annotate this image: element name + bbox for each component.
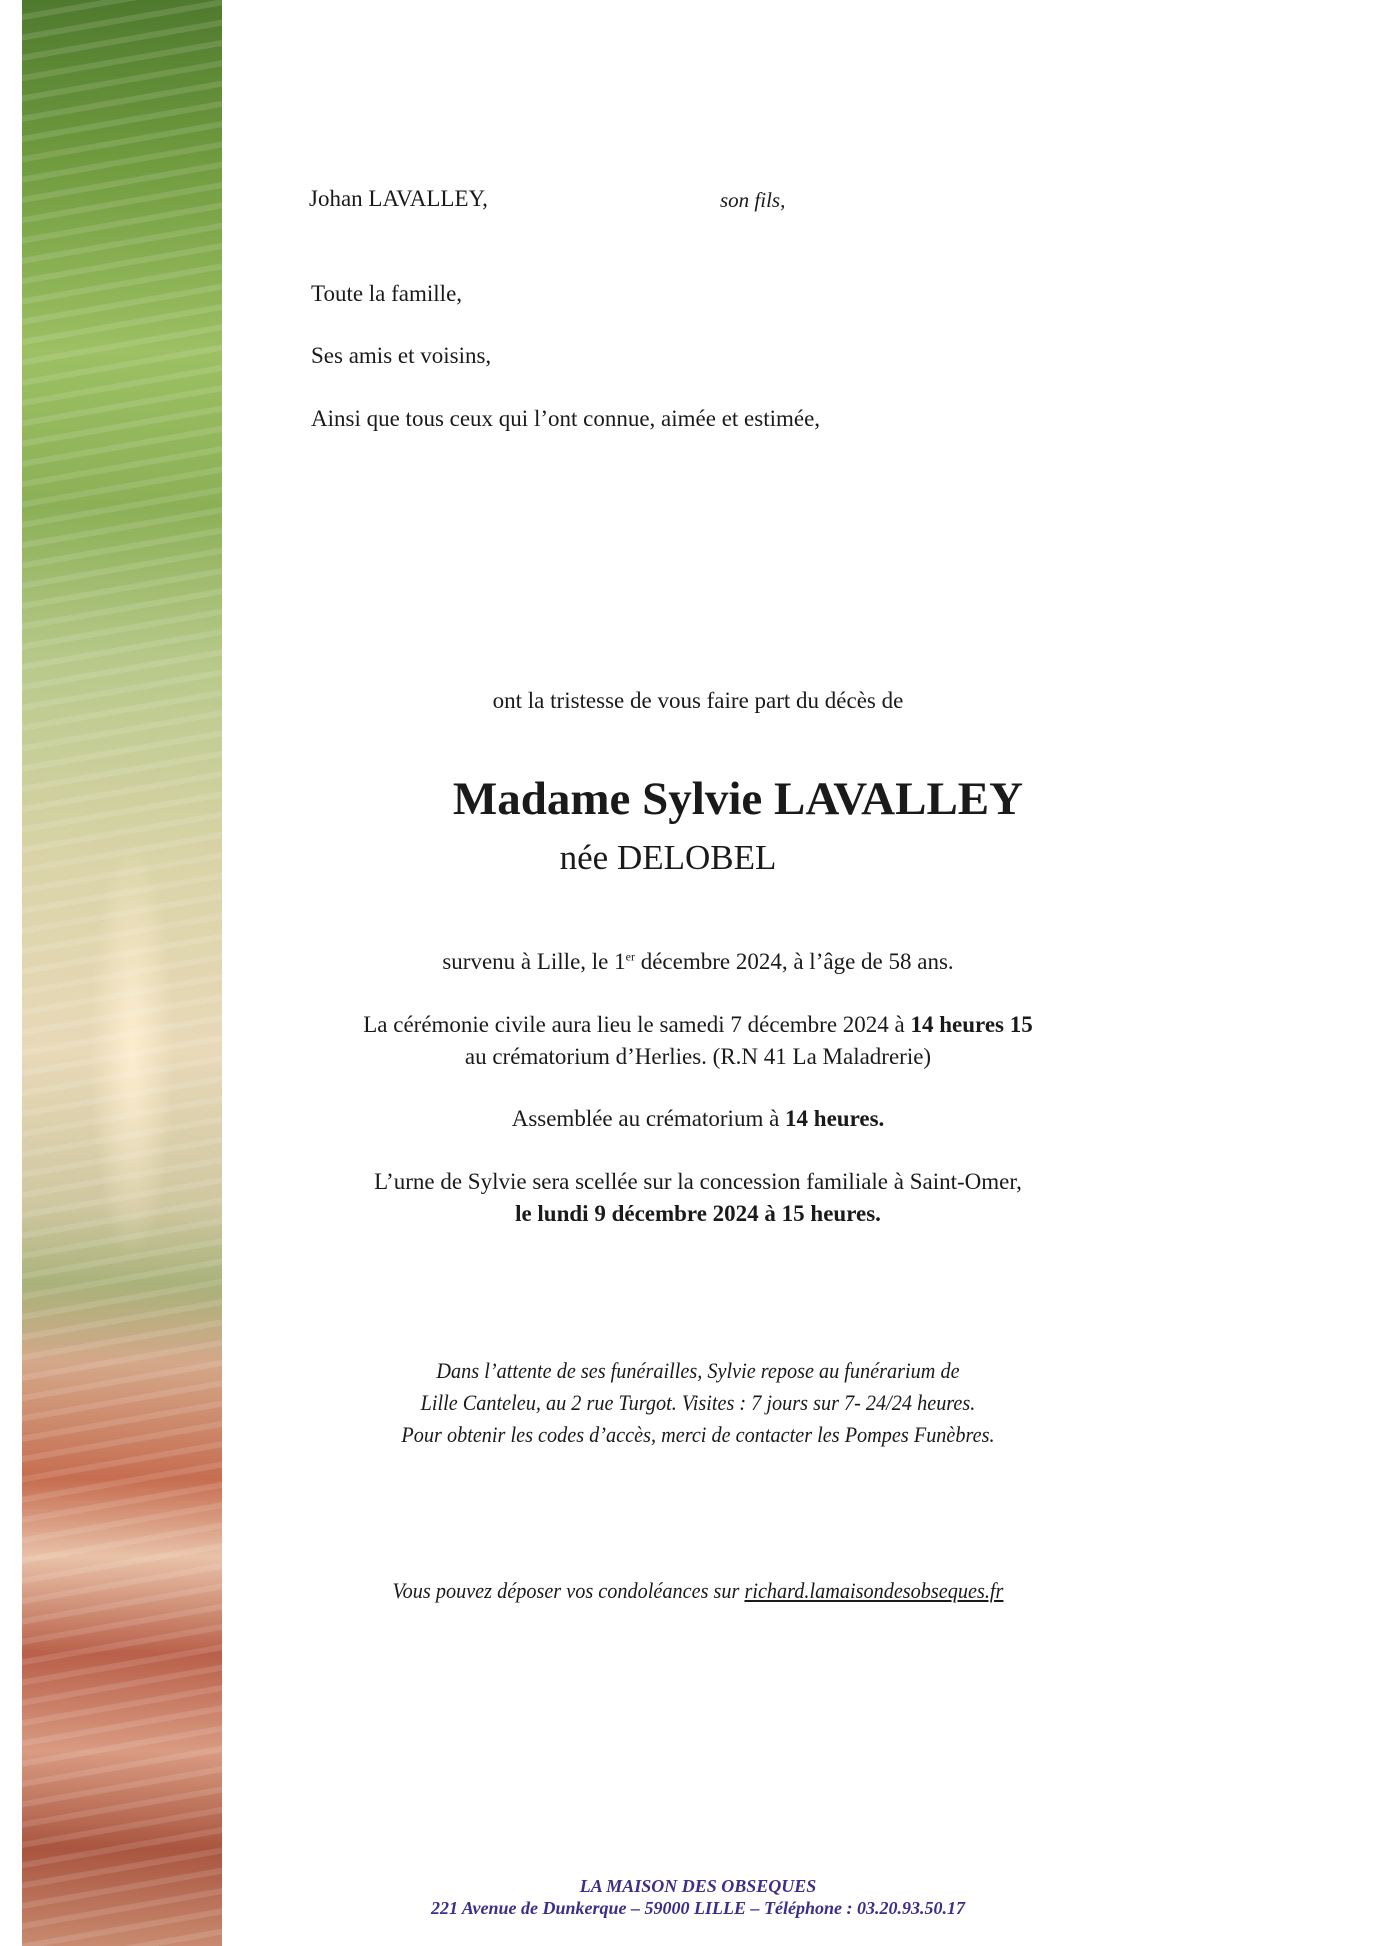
footer-company: LA MAISON DES OBSEQUES (579, 1876, 817, 1896)
ceremony-place: au crématorium d’Herlies. (R.N 41 La Maladrerie) (464, 1044, 932, 1069)
assembly-text: Assemblée au crématorium à (511, 1106, 786, 1131)
son-name: Johan LAVALLEY, (309, 186, 488, 211)
ceremony-line (230, 1012, 1166, 1038)
friends-line: Ses amis et voisins, (311, 343, 492, 368)
deceased-name: Madame Sylvie LAVALLEY (452, 773, 1024, 825)
funerarium-line-2: Lille Canteleu, au 2 rue Turgot. Visites : 7 jours sur 7- 24/24 heures. (420, 1390, 976, 1415)
condolences-link[interactable]: richard.lamaisondesobseques.fr (744, 1578, 1004, 1603)
death-line (230, 949, 1166, 975)
condolences-line (267, 1578, 1128, 1604)
ceremony-text: La cérémonie civile aura lieu le samedi 7 décembre 2024 à (363, 1012, 911, 1037)
death-sup: er (625, 949, 635, 964)
urn-date: le lundi 9 décembre 2024 à 15 heures. (515, 1201, 881, 1226)
death-text: survenu à Lille, le 1 (442, 949, 626, 974)
funerarium-line-1: Dans l’attente de ses funérailles, Sylvie repose au funérarium de (436, 1358, 960, 1383)
maiden-name: née DELOBEL (559, 838, 777, 877)
assembly-time: 14 heures. (785, 1106, 885, 1131)
death-text-end: décembre 2024, à l’âge de 58 ans. (634, 949, 954, 974)
forest-photo-strip (22, 0, 222, 1946)
urn-line: L’urne de Sylvie sera scellée sur la concession familiale à Saint-Omer, (374, 1169, 1022, 1194)
intro-line: ont la tristesse de vous faire part du décès de (492, 688, 904, 713)
condolences-text: Vous pouvez déposer vos condoléances sur (392, 1578, 745, 1603)
assembly-line (230, 1106, 1166, 1132)
funerarium-line-3: Pour obtenir les codes d’accès, merci de contacter les Pompes Funèbres. (401, 1422, 995, 1447)
footer-address: 221 Avenue de Dunkerque – 59000 LILLE – Téléphone : 03.20.93.50.17 (431, 1898, 965, 1918)
son-relation: son fils, (720, 188, 786, 212)
family-line: Toute la famille, (311, 281, 463, 306)
others-line: Ainsi que tous ceux qui l’ont connue, aimée et estimée, (311, 406, 821, 431)
ceremony-time: 14 heures 15 (910, 1012, 1033, 1037)
